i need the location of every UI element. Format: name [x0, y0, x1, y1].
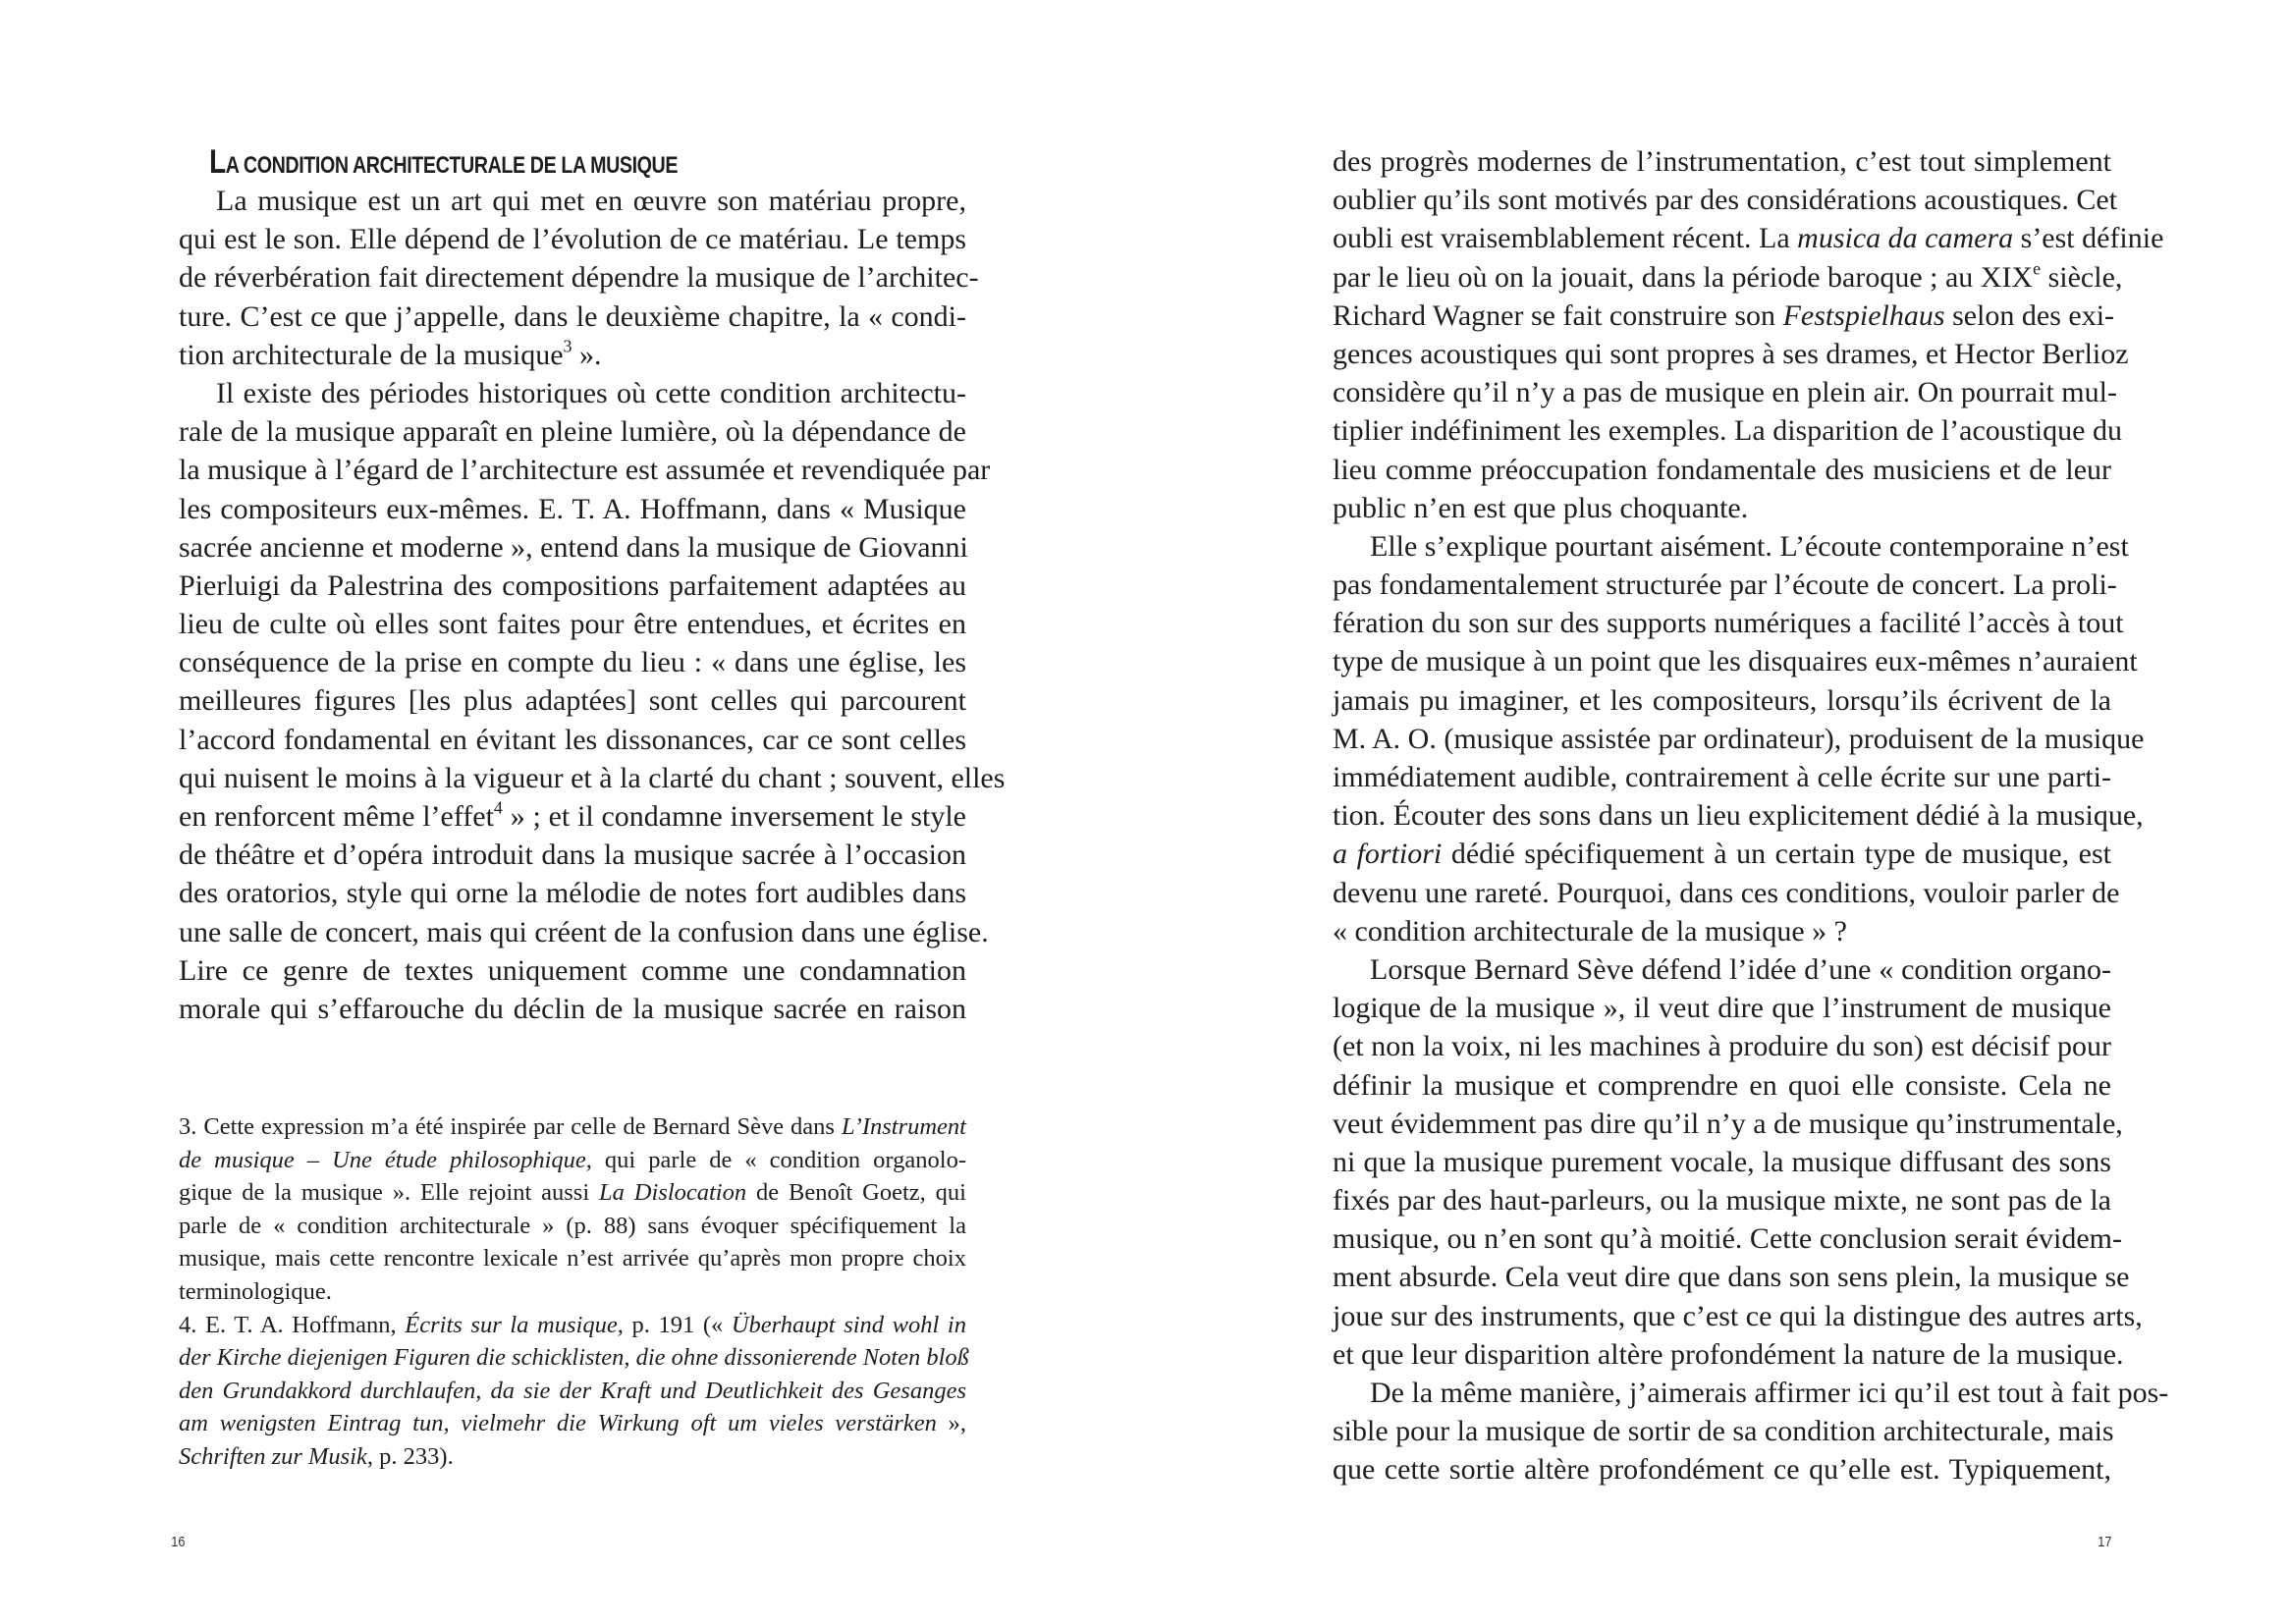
page-number-right: 17 — [2098, 1534, 2112, 1550]
text-line: fération du son sur des supports numériques a facilité l’accès à tout — [1333, 607, 2124, 640]
footnote-ref: 4 — [493, 797, 503, 818]
text-line: Lire ce genre de textes uniquement comme une condamnation — [179, 953, 966, 987]
text-line: La musique est un art qui met en œuvre son matériau propre, — [216, 185, 966, 217]
text-line: les compositeurs eux-mêmes. E. T. A. Hoffmann, dans « Musique — [179, 492, 966, 525]
text-line: immédiatement audible, contrairement à celle écrite sur une parti- — [1333, 761, 2111, 793]
text-line: tion. Écouter des sons dans un lieu explicitement dédié à la musique, — [1333, 799, 2144, 833]
text-line: meilleures figures [les plus adaptées] sont celles qui parcourent — [179, 684, 966, 718]
text-line: tiplier indéfiniment les exemples. La disparition de l’acoustique du — [1333, 414, 2122, 448]
text-line: Elle s’explique pourtant aisément. L’écoute contemporaine n’est — [1370, 529, 2129, 563]
text-line: oublier qu’ils sont motivés par des considérations acoustiques. Cet — [1333, 184, 2118, 217]
text-line: de musique – Une étude philosophique, qui parle de « condition organolo- — [179, 1146, 966, 1173]
text-line: veut évidemment pas dire qu’il n’y a de musique qu’instrumentale, — [1333, 1107, 2123, 1140]
text-line: que cette sortie altère profondément ce qu’elle est. Typiquement, — [1333, 1453, 2111, 1487]
text-line: 4. E. T. A. Hoffmann, Écrits sur la musique, p. 191 (« Überhaupt sind wohl in — [179, 1311, 966, 1338]
text-line: conséquence de la prise en compte du lieu : « dans une église, les — [179, 646, 966, 679]
page-number-left: 16 — [171, 1534, 186, 1550]
text-line: Schriften zur Musik, p. 233). — [179, 1442, 454, 1470]
text-line: définir la musique et comprendre en quoi elle consiste. Cela ne — [1333, 1068, 2111, 1102]
text-line: sacrée ancienne et moderne », entend dans la musique de Giovanni — [179, 530, 968, 564]
text-line: devenu une rareté. Pourquoi, dans ces conditions, vouloir parler de — [1333, 876, 2120, 909]
text-line: logique de la musique », il veut dire que l’instrument de musique — [1333, 992, 2111, 1025]
text-line: oubli est vraisemblablement récent. La musica da camera s’est définie — [1333, 222, 2164, 255]
text-line: la musique à l’égard de l’architecture est assumée et revendiquée par — [179, 454, 991, 487]
text-line: public n’en est que plus choquante. — [1333, 491, 1749, 524]
text-line: tion architecturale de la musique$^3$ ». — [179, 336, 602, 371]
text-line: rale de la musique apparaît en pleine lumière, où la dépendance de — [179, 415, 966, 449]
text-line: am wenigsten Eintrag tun, vielmehr die Wirkung oft um vieles verstärken », — [179, 1410, 966, 1437]
text-line: des oratorios, style qui orne la mélodie de notes fort audibles dans — [179, 877, 966, 910]
text-line: Lorsque Bernard Sève défend l’idée d’une « condition organo- — [1370, 952, 2111, 986]
text-line: De la même manière, j’aimerais affirmer ici qu’il est tout à fait pos- — [1370, 1377, 2169, 1409]
text-line: qui est le son. Elle dépend de l’évolution de ce matériau. Le temps — [179, 223, 966, 256]
text-line: ni que la musique purement vocale, la musique diffusant des sons — [1333, 1145, 2111, 1178]
text-line: ment absurde. Cela veut dire que dans son sens plein, la musique se — [1333, 1261, 2130, 1294]
text-line: Il existe des périodes historiques où cette condition architectu- — [216, 376, 966, 409]
left-body-text — [179, 182, 1006, 1028]
text-line: fixés par des haut-parleurs, ou la musique mixte, ne sont pas de la — [1333, 1184, 2111, 1218]
footnote-4 — [179, 1309, 969, 1474]
left-page — [0, 0, 1144, 1624]
text-line: considère qu’il n’y a pas de musique en plein air. On pourrait mul- — [1333, 376, 2117, 409]
right-body-text — [1333, 142, 2169, 1489]
text-line: en renforcent même l’effet$^4$ » ; et il condamne inversement le style — [179, 797, 966, 833]
text-line: M. A. O. (musique assistée par ordinateur), produisent de la musique — [1333, 722, 2145, 755]
footnotes — [179, 1110, 969, 1474]
footnote-ref: 3 — [563, 336, 572, 356]
text-line: qui nuisent le moins à la vigueur et à la clarté du chant ; souvent, elles — [179, 761, 1006, 794]
text-line: et que leur disparition altère profondément la nature de la musique. — [1333, 1337, 2124, 1371]
left-column — [179, 142, 1006, 1028]
text-line: der Kirche diejenigen Figuren die schicklisten, die ohne dissonierende Noten bloß — [179, 1344, 969, 1372]
text-line: l’accord fondamental en évitant les dissonances, car ce sont celles — [179, 723, 966, 756]
text-line: joue sur des instruments, que c’est ce qui la distingue des autres arts, — [1333, 1299, 2143, 1332]
footnote-3 — [179, 1110, 966, 1309]
text-line: morale qui s’effarouche du déclin de la musique sacrée en raison — [179, 992, 966, 1025]
right-page — [1144, 0, 2289, 1624]
text-line: a fortiori dédié spécifiquement à un certain type de musique, est — [1333, 838, 2111, 871]
text-line: ture. C’est ce que j’appelle, dans le deuxième chapitre, la « condi- — [179, 299, 966, 333]
text-line: 3. Cette expression m’a été inspirée par celle de Bernard Sève dans L’Instrument — [179, 1113, 966, 1140]
text-line: terminologique. — [179, 1277, 332, 1305]
text-line: lieu comme préoccupation fondamentale des musiciens et de leur — [1333, 453, 2111, 486]
text-line: lieu de culte où elles sont faites pour être entendues, et écrites en — [179, 608, 966, 641]
heading-initial: L — [209, 143, 226, 181]
heading-rest: A CONDITION ARCHITECTURALE DE LA MUSIQUE — [225, 152, 679, 179]
text-line: « condition architecturale de la musique » ? — [1333, 914, 1847, 947]
text-line: musique, ou n’en sont qu’à moitié. Cette conclusion serait évidem- — [1333, 1222, 2122, 1256]
text-line: gique de la musique ». Elle rejoint aussi La Dislocation de Benoît Goetz, qui — [179, 1179, 966, 1207]
text-line: (et non la voix, ni les machines à produire du son) est décisif pour — [1333, 1030, 2111, 1063]
text-line: musique, mais cette rencontre lexicale n’est arrivée qu’après mon propre choix — [179, 1245, 966, 1272]
text-line: des progrès modernes de l’instrumentation, c’est tout simplement — [1333, 145, 2111, 178]
text-line: de réverbération fait directement dépendre la musique de l’architec- — [179, 261, 979, 295]
text-line: par le lieu où on la jouait, dans la période baroque ; au XIXe siècle, — [1333, 257, 2123, 294]
text-line: sible pour la musique de sortir de sa condition architecturale, mais — [1333, 1415, 2114, 1448]
text-line: pas fondamentalement structurée par l’écoute de concert. La proli- — [1333, 568, 2117, 602]
text-line: parle de « condition architecturale » (p. 88) sans évoquer spécifiquement la — [179, 1212, 966, 1239]
text-line: jamais pu imaginer, et les compositeurs, lorsqu’ils écrivent de la — [1333, 683, 2111, 717]
text-line: type de musique à un point que les disquaires eux-mêmes n’auraient — [1333, 645, 2138, 678]
text-line: de théâtre et d’opéra introduit dans la musique sacrée à l’occasion — [179, 839, 966, 872]
section-heading — [179, 142, 825, 182]
text-line: den Grundakkord durchlaufen, da sie der Kraft und Deutlichkeit des Gesanges — [179, 1377, 966, 1404]
text-line: une salle de concert, mais qui créent de la confusion dans une église. — [179, 915, 989, 948]
text-line: Richard Wagner se fait construire son Festspielhaus selon des exi- — [1333, 298, 2115, 332]
text-line: gences acoustiques qui sont propres à ses drames, et Hector Berlioz — [1333, 337, 2129, 370]
text-line: Pierluigi da Palestrina des compositions parfaitement adaptées au — [179, 568, 966, 602]
